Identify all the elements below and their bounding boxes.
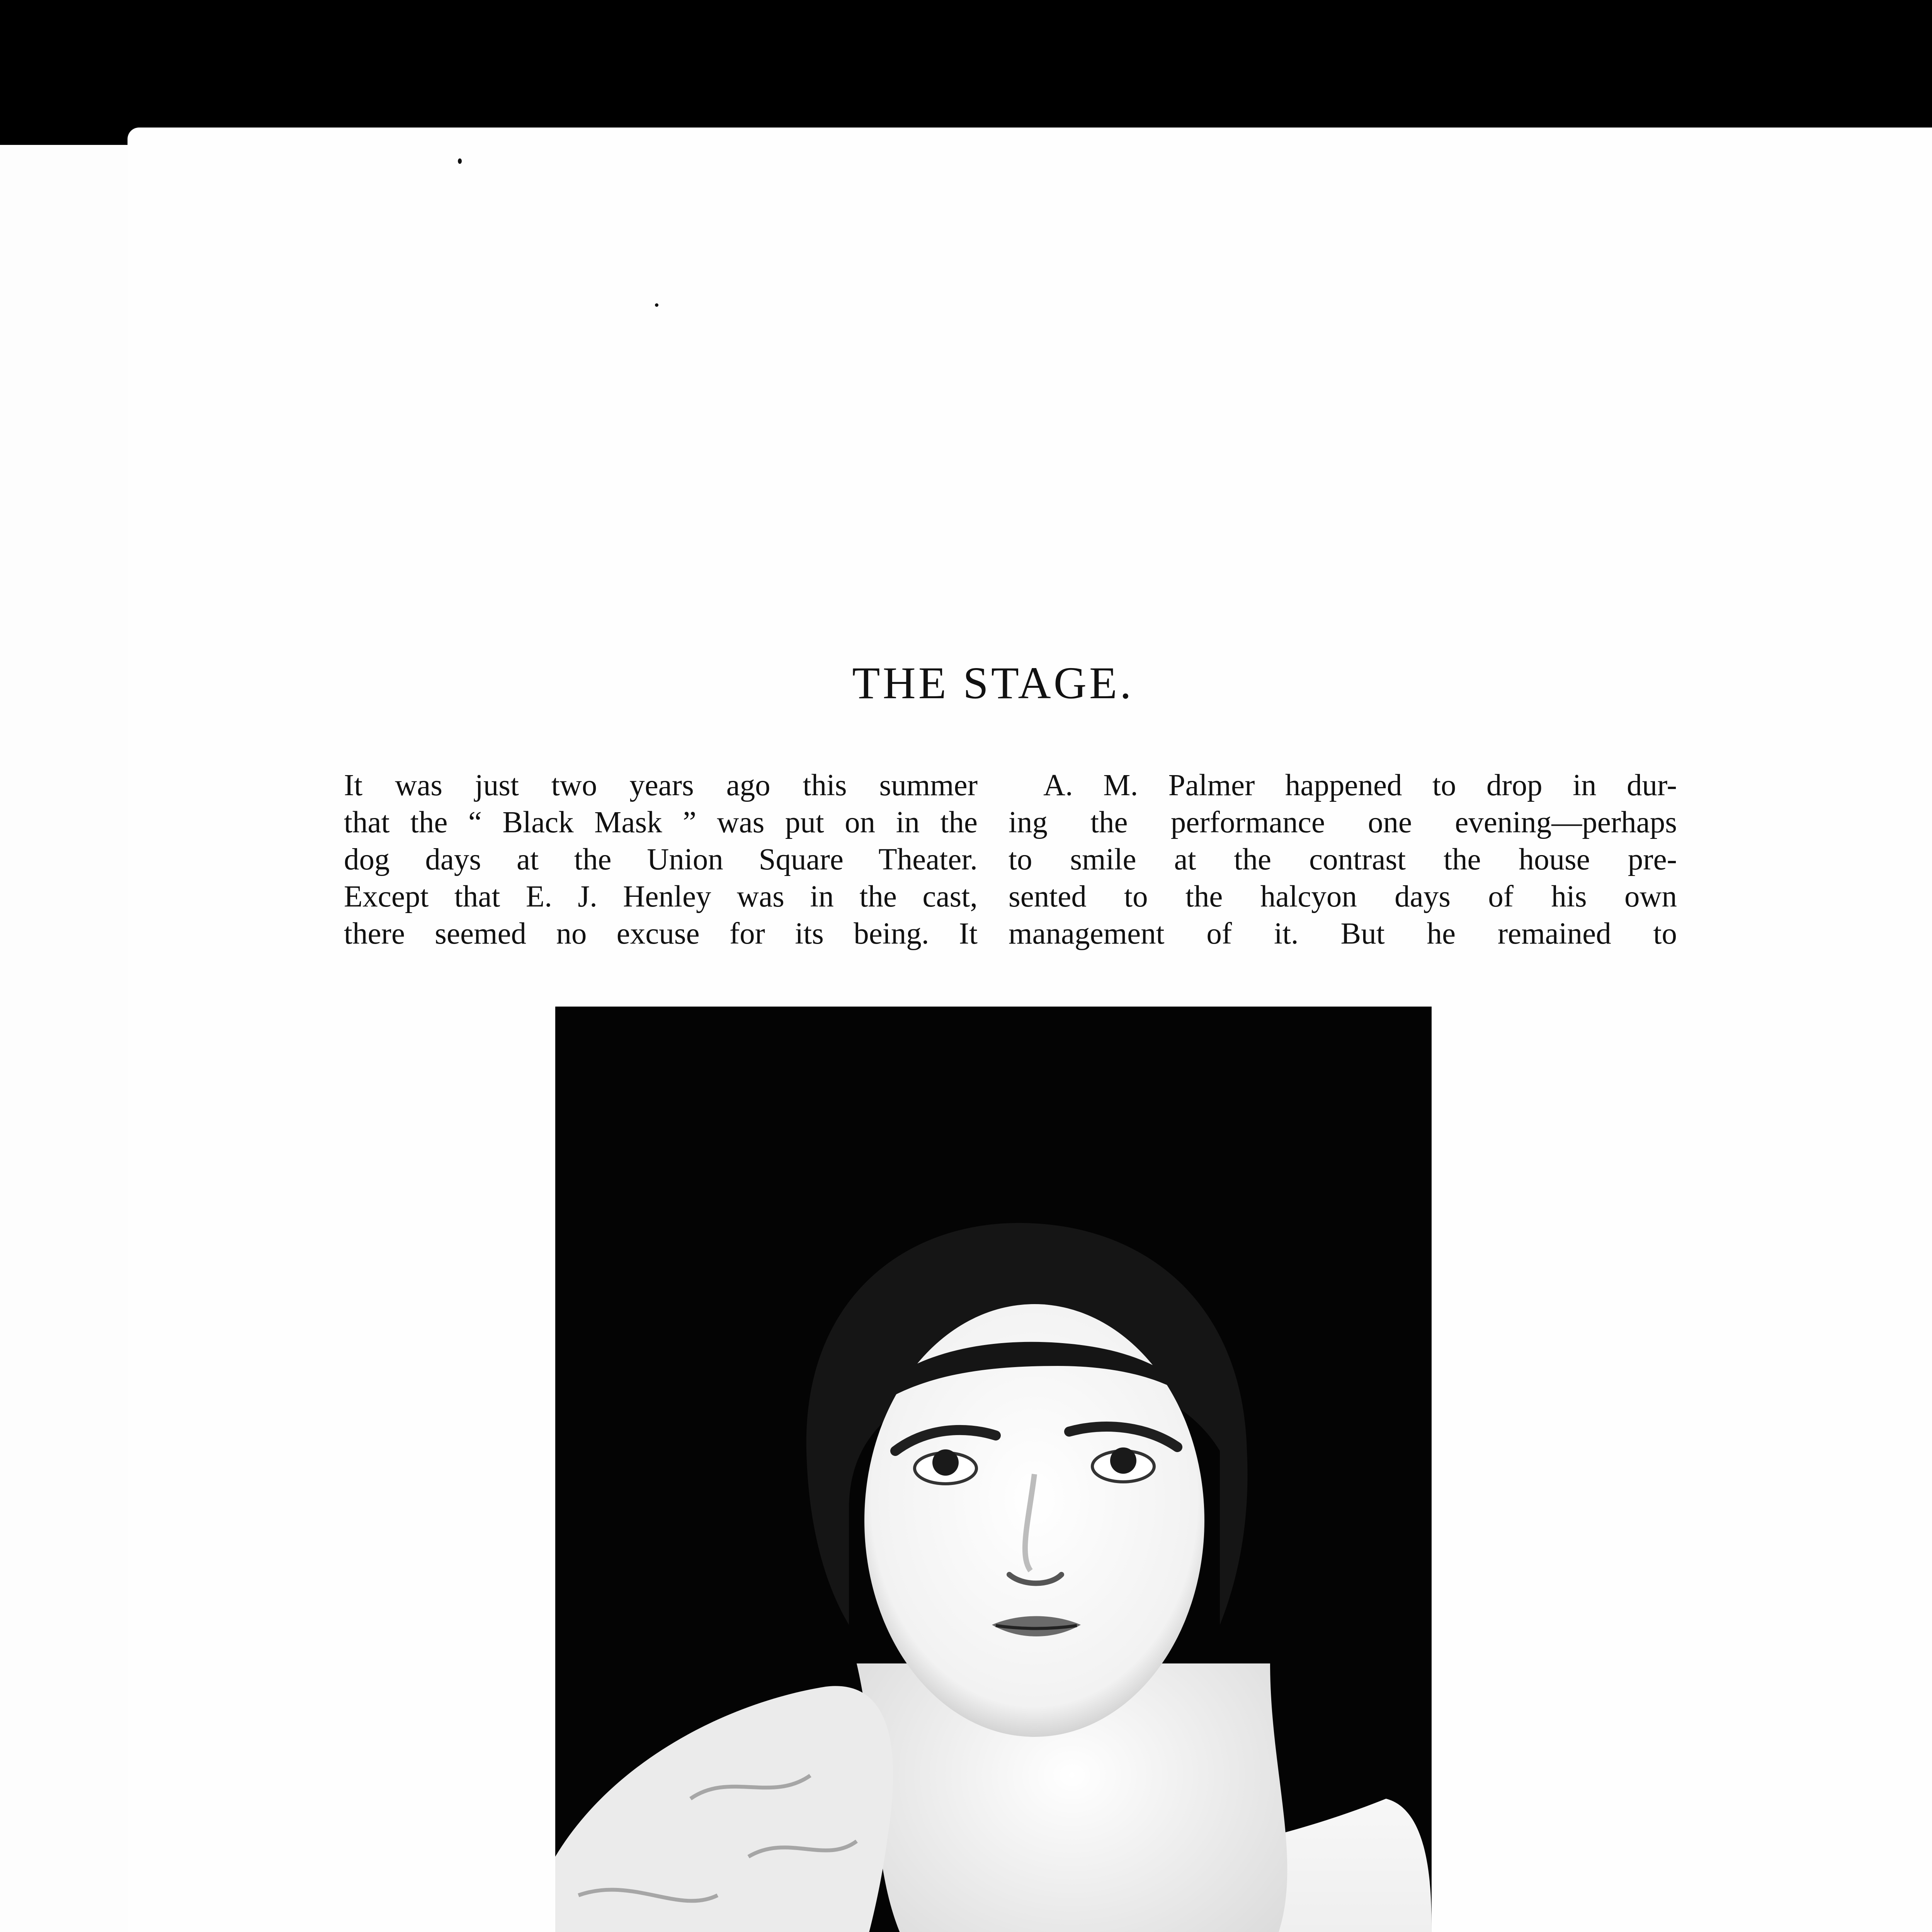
portrait-illustration xyxy=(555,1007,1432,1932)
article-column-2-top xyxy=(1009,767,1677,952)
paper-speck xyxy=(458,158,462,164)
text-line: to smile at the contrast the house pre- xyxy=(1009,843,1677,876)
text-line: A. M. Palmer happened to drop in dur- xyxy=(1043,769,1677,802)
text-line: there seemed no excuse for its being. It xyxy=(344,917,978,951)
paper-speck xyxy=(655,303,658,307)
text-line: It was just two years ago this summer xyxy=(344,769,978,802)
text-line: management of it. But he remained to xyxy=(1009,917,1677,951)
text-line: Except that E. J. Henley was in the cast, xyxy=(344,880,978,913)
facing-page-edge xyxy=(0,145,149,1932)
portrait-photo xyxy=(555,1007,1432,1932)
text-line: ing the performance one evening—perhaps xyxy=(1009,806,1677,839)
page-title: THE STAGE. xyxy=(852,658,1134,708)
article-column-1-top xyxy=(309,767,978,952)
text-line: that the “ Black Mask ” was put on in the xyxy=(344,806,978,839)
text-line: dog days at the Union Square Theater. xyxy=(344,843,978,876)
text-line: sented to the halcyon days of his own xyxy=(1009,880,1677,913)
